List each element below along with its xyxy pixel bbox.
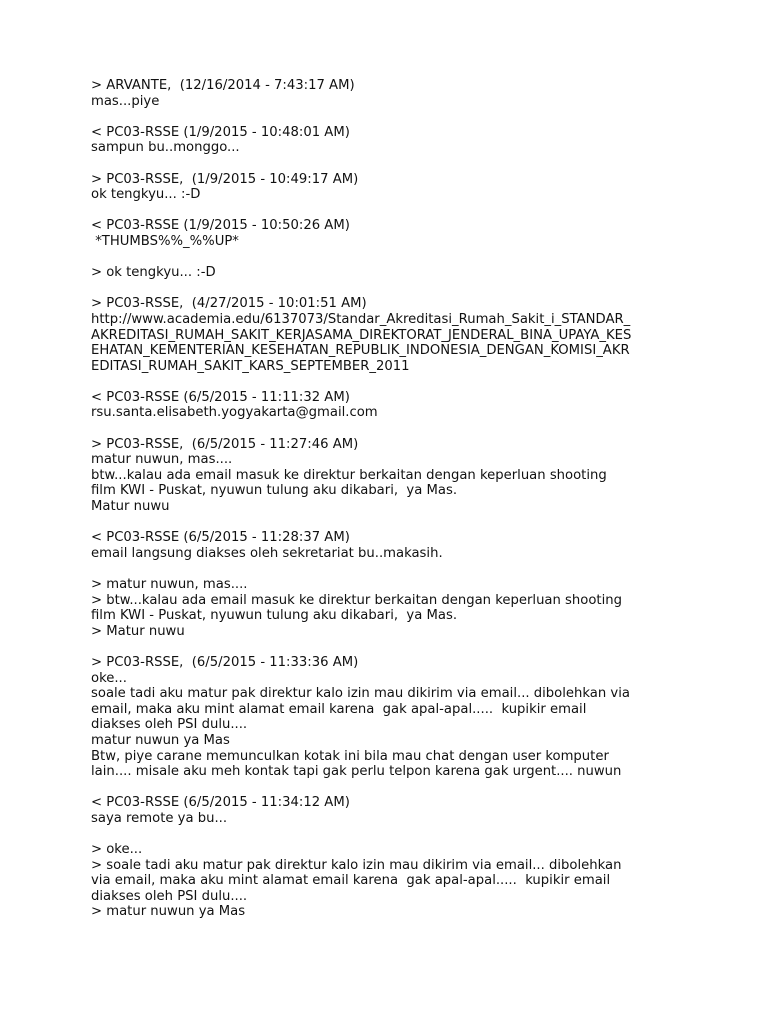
- message-text-line: > matur nuwun ya Mas: [91, 904, 246, 920]
- message-text-line: film KWI - Puskat, nyuwun tulung aku dikabari, ya Mas.: [91, 608, 458, 624]
- message-text-line: diakses oleh PSI dulu....: [91, 717, 248, 733]
- chat-message-block: [91, 437, 691, 515]
- chat-message-block: [91, 577, 691, 639]
- message-text-line: email, maka aku mint alamat email karena gak apal-apal..... kupikir email: [91, 701, 587, 717]
- message-text-line: > Matur nuwu: [91, 623, 185, 639]
- chat-message-block: [91, 390, 691, 421]
- chat-message-block: [91, 172, 691, 203]
- message-header-line: > PC03-RSSE, (1/9/2015 - 10:49:17 AM): [91, 171, 359, 187]
- chat-message-block: [91, 78, 691, 109]
- message-text-line: lain.... misale aku meh kontak tapi gak perlu telpon karena gak urgent.... nuwun: [91, 764, 622, 780]
- message-header-line: > ARVANTE, (12/16/2014 - 7:43:17 AM): [91, 78, 355, 93]
- chat-message-block: [91, 218, 691, 249]
- message-text-line: matur nuwun, mas....: [91, 452, 233, 468]
- chat-message-block: [91, 530, 691, 561]
- message-text-line: soale tadi aku matur pak direktur kalo izin mau dikirim via email... dibolehkan via: [91, 686, 630, 702]
- message-text-line: sampun bu..monggo...: [91, 140, 240, 156]
- message-text-line: diakses oleh PSI dulu....: [91, 888, 248, 904]
- message-text-line: > btw...kalau ada email masuk ke direktur berkaitan dengan keperluan shooting: [91, 592, 622, 608]
- message-header-line: < PC03-RSSE (6/5/2015 - 11:34:12 AM): [91, 795, 350, 811]
- chat-message-block: [91, 265, 691, 281]
- message-text-line: EHATAN_KEMENTERIAN_KESEHATAN_REPUBLIK_INDONESIA_DENGAN_KOMISI_AKR: [91, 343, 630, 359]
- message-text-line: ok tengkyu... :-D: [91, 187, 201, 203]
- message-text-line: btw...kalau ada email masuk ke direktur berkaitan dengan keperluan shooting: [91, 467, 607, 483]
- message-text-line: > soale tadi aku matur pak direktur kalo izin mau dikirim via email... dibolehkan: [91, 857, 622, 873]
- message-text-line: film KWI - Puskat, nyuwun tulung aku dikabari, ya Mas.: [91, 483, 458, 499]
- message-text-line: via email, maka aku mint alamat email karena gak apal-apal..... kupikir email: [91, 873, 611, 889]
- message-text-line: *THUMBS%%_%%UP*: [91, 233, 239, 249]
- message-text-line: http://www.academia.edu/6137073/Standar_Akreditasi_Rumah_Sakit_i_STANDAR_: [91, 311, 631, 327]
- message-text-line: email langsung diakses oleh sekretariat bu..makasih.: [91, 545, 443, 561]
- message-text-line: oke...: [91, 670, 127, 686]
- chat-log-document: [91, 78, 691, 936]
- message-header-line: > matur nuwun, mas....: [91, 577, 248, 592]
- message-text-line: mas...piye: [91, 93, 160, 109]
- message-text-line: Btw, piye carane memunculkan kotak ini bila mau chat dengan user komputer: [91, 748, 609, 764]
- message-header-line: > PC03-RSSE, (6/5/2015 - 11:27:46 AM): [91, 436, 359, 452]
- chat-message-block: [91, 125, 691, 156]
- message-text-line: matur nuwun ya Mas: [91, 732, 230, 748]
- message-text-line: EDITASI_RUMAH_SAKIT_KARS_SEPTEMBER_2011: [91, 358, 410, 374]
- message-header-line: < PC03-RSSE (6/5/2015 - 11:11:32 AM): [91, 389, 350, 405]
- message-text-line: rsu.santa.elisabeth.yogyakarta@gmail.com: [91, 405, 378, 421]
- message-text-line: saya remote ya bu...: [91, 810, 228, 826]
- chat-message-block: [91, 655, 691, 780]
- message-header-line: > ok tengkyu... :-D: [91, 265, 216, 281]
- message-header-line: > PC03-RSSE, (4/27/2015 - 10:01:51 AM): [91, 296, 367, 312]
- chat-message-block: [91, 795, 691, 826]
- message-text-line: AKREDITASI_RUMAH_SAKIT_KERJASAMA_DIREKTORAT_JENDERAL_BINA_UPAYA_KES: [91, 327, 632, 343]
- message-header-line: < PC03-RSSE (1/9/2015 - 10:50:26 AM): [91, 218, 350, 234]
- chat-message-block: [91, 296, 691, 374]
- message-header-line: < PC03-RSSE (1/9/2015 - 10:48:01 AM): [91, 124, 350, 140]
- message-header-line: > oke...: [91, 842, 143, 858]
- chat-message-block: [91, 842, 691, 920]
- message-header-line: > PC03-RSSE, (6/5/2015 - 11:33:36 AM): [91, 654, 359, 670]
- message-text-line: Matur nuwu: [91, 499, 170, 515]
- message-header-line: < PC03-RSSE (6/5/2015 - 11:28:37 AM): [91, 530, 350, 546]
